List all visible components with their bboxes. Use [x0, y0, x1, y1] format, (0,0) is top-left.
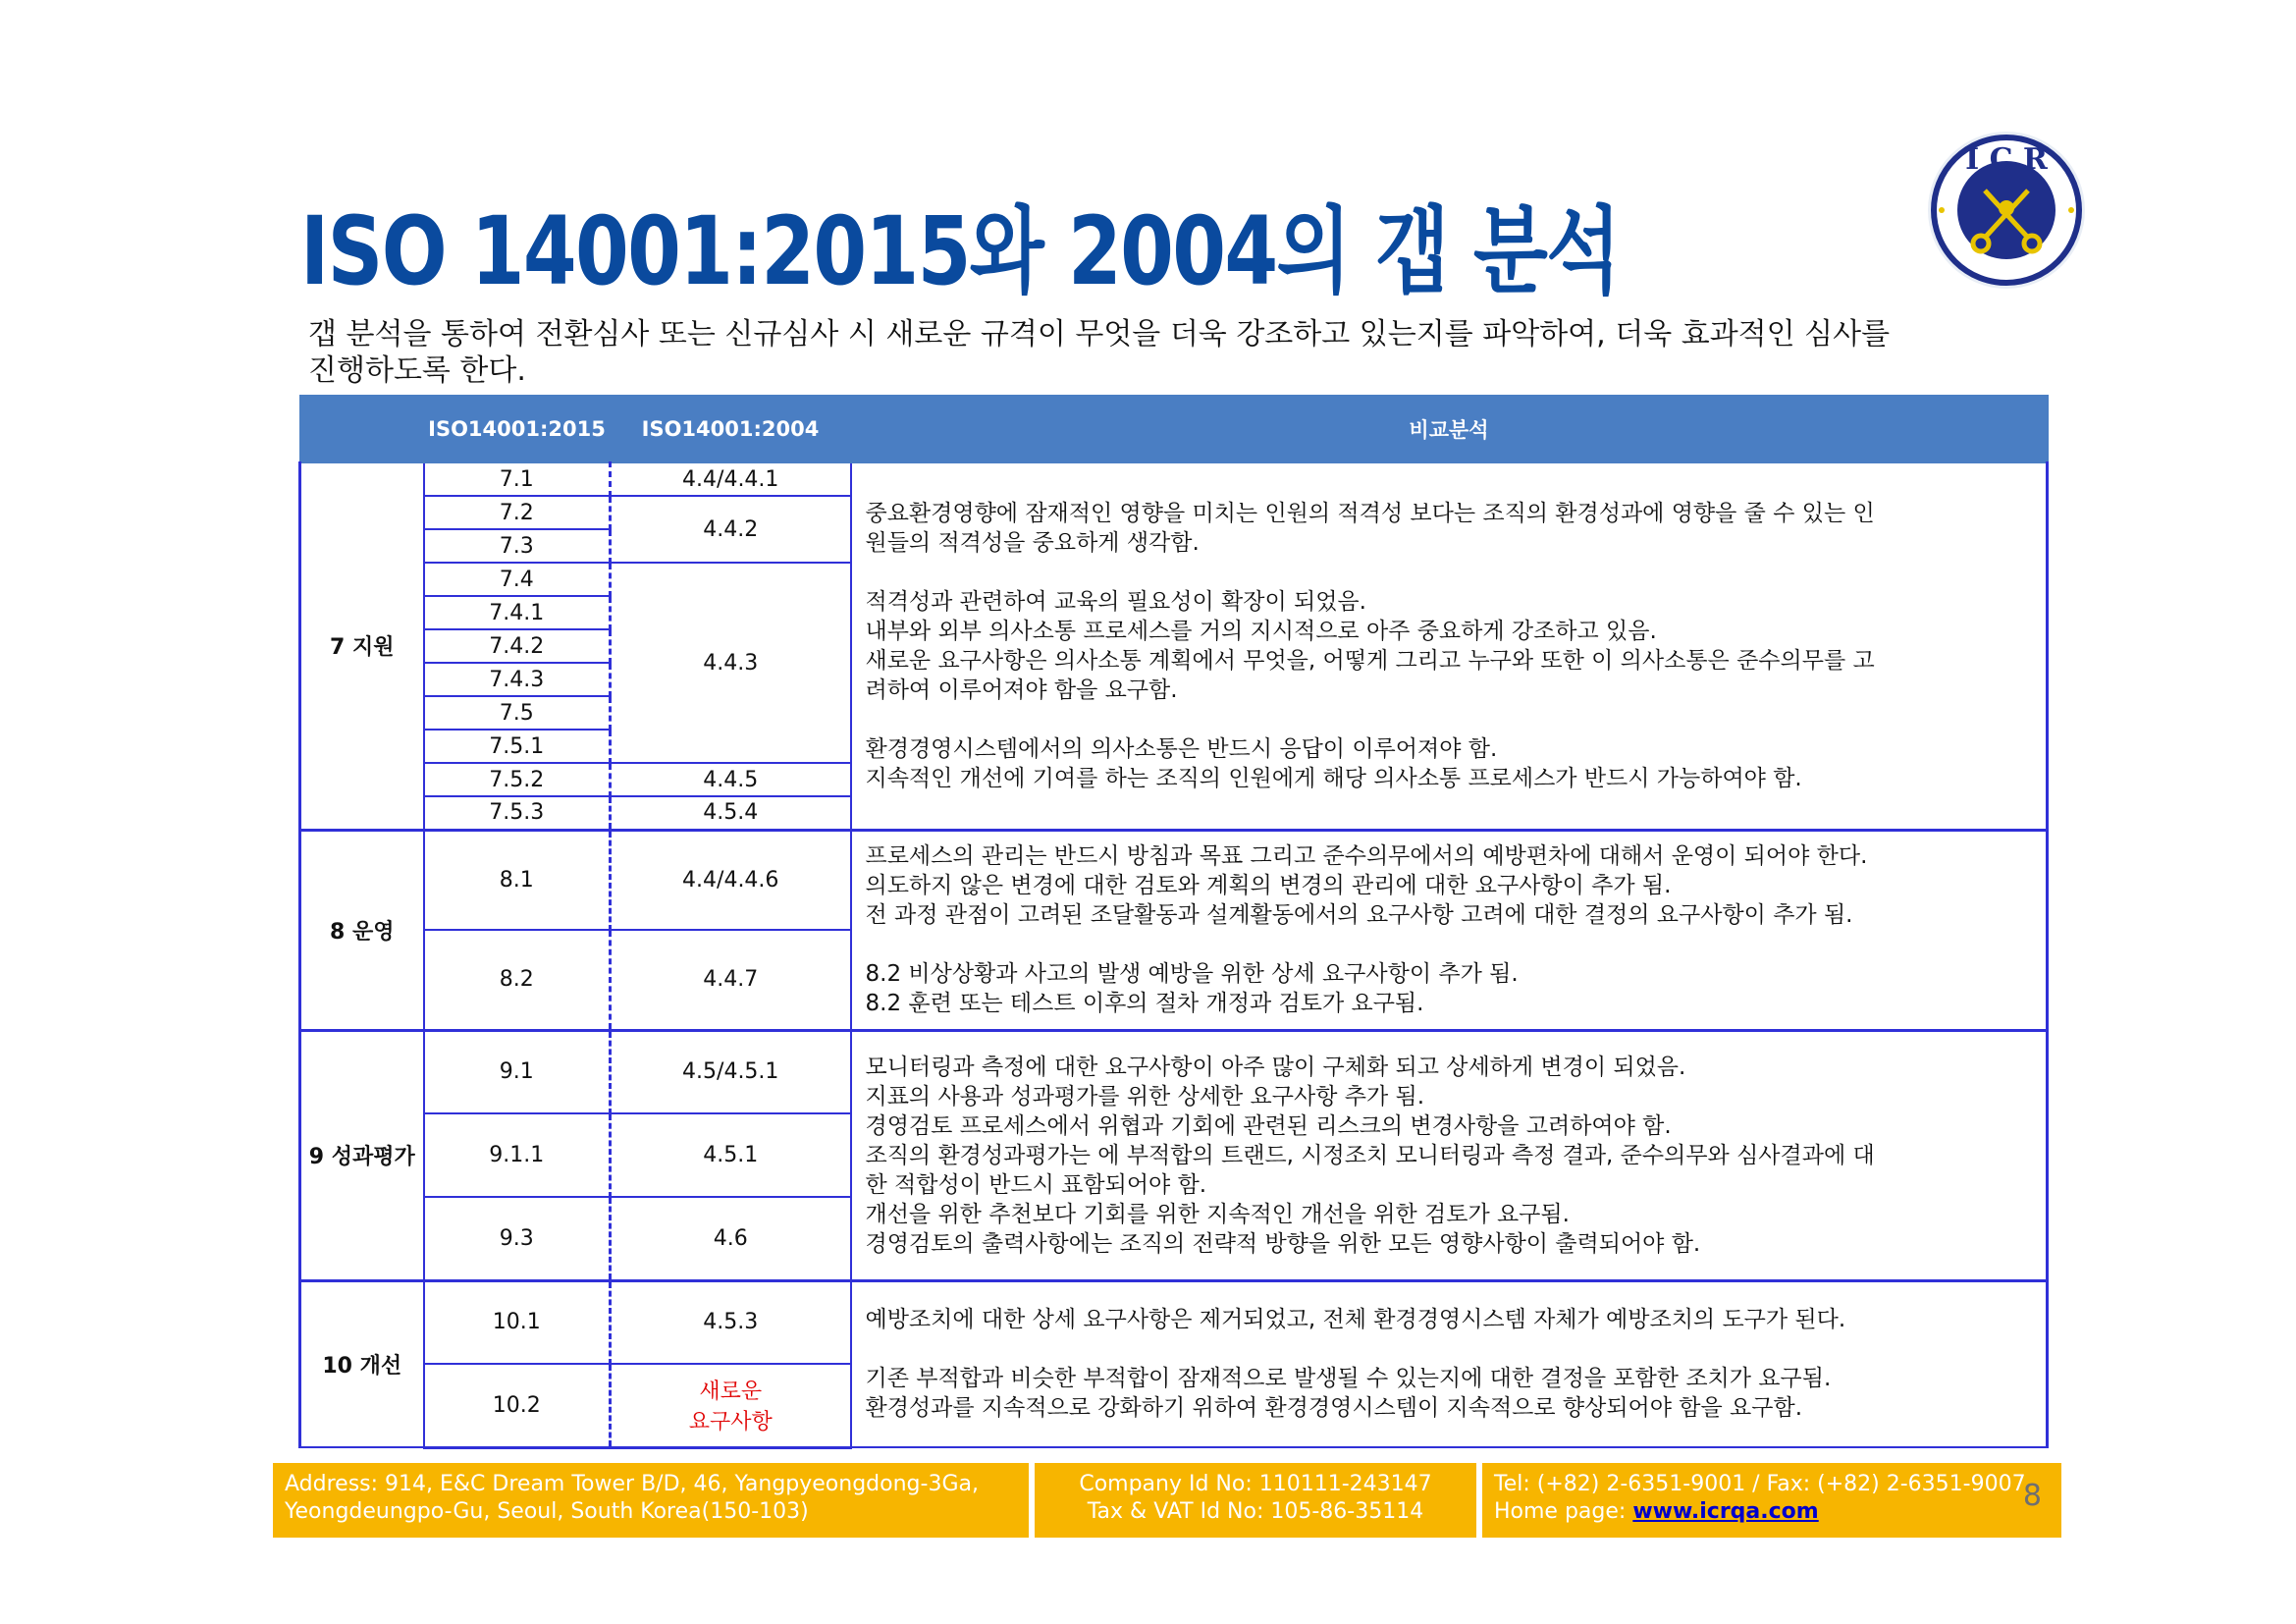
- analysis-line: 환경성과를 지속적으로 강화하기 위하여 환경경영시스템이 지속적으로 향상되어야 함을 요구함.: [865, 1395, 1803, 1422]
- svg-text:I C R: I C R: [1965, 142, 2048, 177]
- analysis-line: 조직의 환경성과평가는 에 부적합의 트랜드, 시정조치 모니터링과 측정 결과, 준수의무와 심사결과에 대: [865, 1142, 1875, 1168]
- analysis-line: 8.2 비상상황과 사고의 발생 예방을 위한 상세 요구사항이 추가 됨.: [865, 961, 1519, 987]
- cell-2015: 7.4.3: [424, 663, 611, 696]
- cell-2004: 4.5.1: [611, 1113, 851, 1197]
- header-blank: [300, 396, 424, 462]
- cell-2004-new-requirement: [611, 1364, 851, 1447]
- analysis-line: 원들의 적격성을 중요하게 생각함.: [865, 529, 1200, 556]
- analysis-8: [851, 830, 2048, 1030]
- analysis-line: 려하여 이루어져야 함을 요구함.: [865, 677, 1178, 703]
- homepage-label: Home page:: [1494, 1499, 1633, 1524]
- intro-line-2: 진행하도록 한다.: [308, 353, 526, 388]
- cell-2015: 7.1: [424, 462, 611, 496]
- address-line-1: Address: 914, E&C Dream Tower B/D, 46, Yangpyeongdong-3Ga,: [285, 1472, 979, 1496]
- cell-2015: 7.4.2: [424, 629, 611, 663]
- analysis-line: 중요환경영향에 잠재적인 영향을 미치는 인원의 적격성 보다는 조직의 환경성과에 영향을 줄 수 있는 인: [865, 500, 1875, 526]
- page-title: ISO 14001:2015와 2004의 갭 분석: [300, 196, 1620, 306]
- cell-2015: 7.4.1: [424, 596, 611, 629]
- page-number: 8: [2022, 1479, 2042, 1513]
- analysis-line: 경영검토의 출력사항에는 조직의 전략적 방향을 위한 모든 영향사항이 출력되어야 함.: [865, 1230, 1701, 1257]
- intro-text: [308, 316, 2036, 389]
- cell-2015: 10.2: [424, 1364, 611, 1447]
- footer-address: [273, 1463, 1029, 1538]
- cell-2004: 4.6: [611, 1197, 851, 1280]
- cell-2015: 10.1: [424, 1280, 611, 1364]
- analysis-line: 한 적합성이 반드시 표함되어야 함.: [865, 1171, 1207, 1198]
- cell-2015: 9.3: [424, 1197, 611, 1280]
- cell-2004: 4.5.4: [611, 796, 851, 830]
- analysis-line: 내부와 외부 의사소통 프로세스를 거의 지시적으로 아주 중요하게 강조하고 있음.: [865, 618, 1657, 644]
- analysis-line: 모니터링과 측정에 대한 요구사항이 아주 많이 구체화 되고 상세하게 변경이 되었음.: [865, 1054, 1686, 1080]
- header-iso2015: ISO14001:2015: [424, 396, 611, 462]
- analysis-line: 적격성과 관련하여 교육의 필요성이 확장이 되었음.: [865, 588, 1366, 615]
- address-line-2: Yeongdeungpo-Gu, Seoul, South Korea(150-103): [285, 1499, 809, 1524]
- analysis-10: [851, 1280, 2048, 1447]
- cell-2015: 7.5.1: [424, 730, 611, 763]
- table-row: [300, 830, 2048, 930]
- cell-2004: 4.5/4.5.1: [611, 1030, 851, 1113]
- tel-fax: Tel: (+82) 2-6351-9001 / Fax: (+82) 2-6351-9007: [1494, 1472, 2026, 1496]
- cell-2004: 4.4.3: [611, 563, 851, 763]
- homepage-line: [1494, 1498, 2050, 1526]
- intro-line-1: 갭 분석을 통하여 전환심사 또는 신규심사 시 새로운 규격이 무엇을 더욱 강조하고 있는지를 파악하여, 더욱 효과적인 심사를: [308, 317, 1891, 352]
- analysis-line: 경영검토 프로세스에서 위협과 기회에 관련된 리스크의 변경사항을 고려하여야 함.: [865, 1112, 1672, 1139]
- new-req-line-2: 요구사항: [688, 1410, 773, 1435]
- cell-2015: 7.5: [424, 696, 611, 730]
- analysis-line: 개선을 위한 추천보다 기회를 위한 지속적인 개선을 위한 검토가 요구됨.: [865, 1201, 1570, 1227]
- cell-2004: 4.4/4.4.6: [611, 830, 851, 930]
- analysis-line: 새로운 요구사항은 의사소통 계획에서 무엇을, 어떻게 그리고 누구와 또한 이 의사소통은 준수의무를 고: [865, 647, 1875, 674]
- group-10-label: 10 개선: [300, 1280, 424, 1447]
- footer-company: [1035, 1463, 1476, 1538]
- cell-2015: 8.2: [424, 930, 611, 1030]
- tax-id: Tax & VAT Id No: 105-86-35114: [1087, 1499, 1424, 1524]
- group-7-label: 7 지원: [300, 462, 424, 830]
- homepage-link[interactable]: www.icrqa.com: [1632, 1499, 1819, 1524]
- analysis-line: 8.2 훈련 또는 테스트 이후의 절차 개정과 검토가 요구됨.: [865, 991, 1424, 1016]
- cell-2015: 7.5.2: [424, 763, 611, 796]
- cell-2015: 8.1: [424, 830, 611, 930]
- table-row: [300, 462, 2048, 496]
- header-analysis: 비교분석: [851, 396, 2048, 462]
- cell-2015: 7.3: [424, 529, 611, 563]
- table-row: [300, 1280, 2048, 1364]
- cell-2004: 4.4/4.4.1: [611, 462, 851, 496]
- cell-2015: 7.5.3: [424, 796, 611, 830]
- icr-seal-icon: [1926, 130, 2087, 291]
- analysis-line: 지표의 사용과 성과평가를 위한 상세한 요구사항 추가 됨.: [865, 1083, 1425, 1110]
- group-8-label: 8 운영: [300, 830, 424, 1030]
- gap-analysis-table: [298, 395, 2046, 1434]
- footer: [273, 1463, 2063, 1538]
- analysis-line: 의도하지 않은 변경에 대한 검토와 계획의 변경의 관리에 대한 요구사항이 추가 됨.: [865, 873, 1672, 898]
- footer-contact: [1482, 1463, 2061, 1538]
- cell-2015: 9.1: [424, 1030, 611, 1113]
- analysis-line: 지속적인 개선에 기여를 하는 조직의 인원에게 해당 의사소통 프로세스가 반드시 가능하여야 함.: [865, 765, 1802, 791]
- company-id: Company Id No: 110111-243147: [1079, 1472, 1432, 1496]
- cell-2004: 4.4.5: [611, 763, 851, 796]
- header-iso2004: ISO14001:2004: [611, 396, 851, 462]
- cell-2015: 9.1.1: [424, 1113, 611, 1197]
- cell-2015: 7.4: [424, 563, 611, 596]
- cell-2004: 4.4.7: [611, 930, 851, 1030]
- cell-2004: 4.4.2: [611, 496, 851, 563]
- table-header-row: [300, 396, 2048, 462]
- analysis-line: 전 과정 관점이 고려된 조달활동과 설계활동에서의 요구사항 고려에 대한 결정의 요구사항이 추가 됨.: [865, 902, 1853, 928]
- analysis-line: 환경경영시스템에서의 의사소통은 반드시 응답이 이루어져야 함.: [865, 735, 1498, 762]
- table-row: [300, 1030, 2048, 1113]
- analysis-9: [851, 1030, 2048, 1280]
- group-9-label: 9 성과평가: [300, 1030, 424, 1280]
- analysis-line: 프로세스의 관리는 반드시 방침과 목표 그리고 준수의무에서의 예방편차에 대해서 운영이 되어야 한다.: [865, 843, 1868, 869]
- analysis-line: 기존 부적합과 비슷한 부적합이 잠재적으로 발생될 수 있는지에 대한 결정을 포함한 조치가 요구됨.: [865, 1366, 1832, 1392]
- analysis-line: 예방조치에 대한 상세 요구사항은 제거되었고, 전체 환경경영시스템 자체가 예방조치의 도구가 된다.: [865, 1307, 1846, 1333]
- cell-2015: 7.2: [424, 496, 611, 529]
- cell-2004: 4.5.3: [611, 1280, 851, 1364]
- analysis-7: [851, 462, 2048, 830]
- new-req-line-1: 새로운: [699, 1380, 763, 1405]
